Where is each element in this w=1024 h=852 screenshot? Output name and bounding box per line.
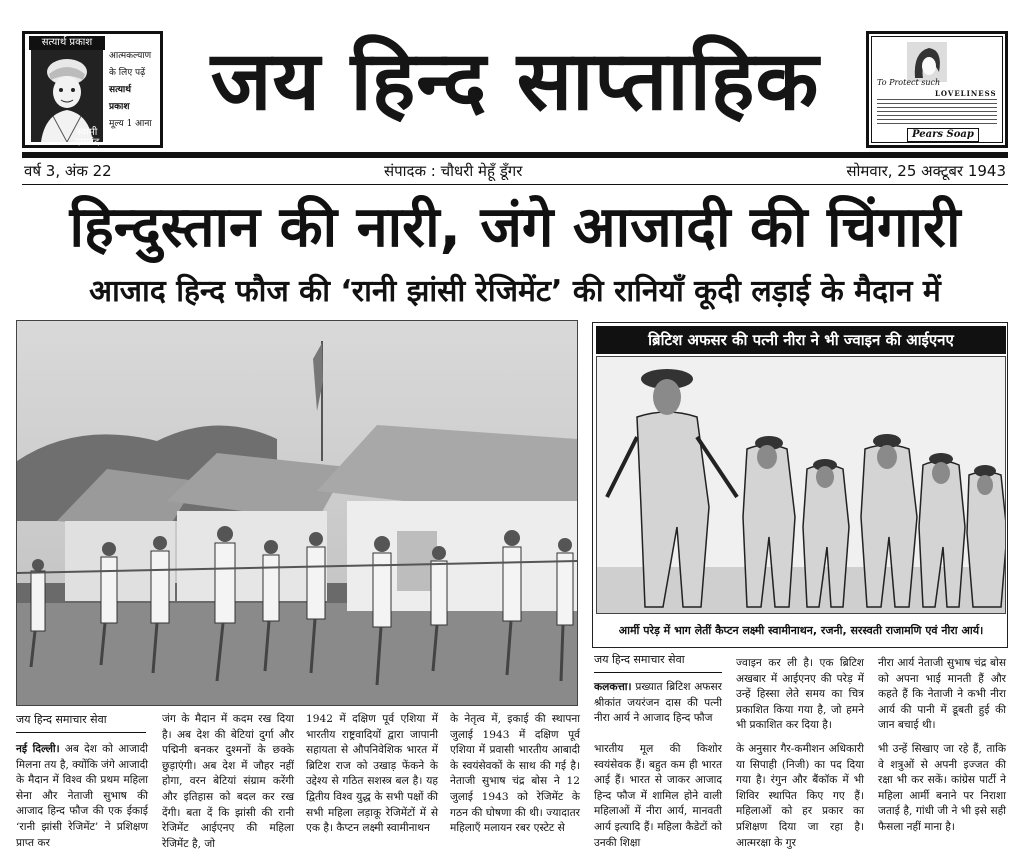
article-column-1 <box>16 742 148 851</box>
inset-headline: ब्रिटिश अफसर की पत्नी नीरा ने भी ज्वाइन की आईएनए <box>596 326 1006 354</box>
main-headline: हिन्दुस्तान की नारी, जंगे आजादी की चिंगारी <box>69 195 961 260</box>
inset-byline-rule <box>594 672 722 673</box>
ad-line: के लिए पढ़ें <box>109 68 146 78</box>
masthead-title: जय हिन्द साप्ताहिक <box>210 34 820 129</box>
article-byline-rule <box>16 732 146 733</box>
ad-word: LOVELINESS <box>935 89 997 98</box>
article-column-3: 1942 में दक्षिण पूर्व एशिया में भारतीय राष्ट्रवादियों द्वारा जापानी सहायता से औपनिवेशिक भारत में ब्रिटिश राज को उखाड़ फेंकने के उद्देश्य से गठित सशस्त्र बल है। यह द्वितीय विश्व युद्ध के सभी पक्षों की सभी महिला लड़ाकू रेजिमेंटों में से एक है। कैप्टन लक्ष्मी स्वामीनाथन <box>306 713 438 835</box>
column-text: प्रख्यात ब्रिटिश अफसर श्रीकांत जयरंजन दास की पत्नी नीरा आर्य ने आजाद हिन्द फौज <box>594 681 722 725</box>
ear-ad-pears-soap <box>866 31 1008 148</box>
dateline-rule <box>22 184 1008 185</box>
masthead-rule <box>22 152 1008 158</box>
dateline-place: नई दिल्ली। <box>16 743 60 755</box>
article-column-4: के नेतृत्व में, इकाई की स्थापना जुलाई 1943 में दक्षिण पूर्व एशिया में प्रवासी भारतीय आबादी के स्वयंसेवकों के साथ की गई है। नेताजी सुभाष चंद्र बोस ने 12 जुलाई 1943 को रेजिमेंट के गठन की घोषणा की थी। ज्यादातर महिलाएँ मलायन रबर एस्टेट से <box>450 713 580 835</box>
article-column-6: के अनुसार गैर-कमीशन अधिकारी या सिपाही (निजी) का पद दिया गया है। रंगुन और बैंकॉक में भी शिविर स्थापित किए गए हैं। महिलाओं को हर प्रकार का प्रशिक्षण दिया जा रहा है। आत्मरक्षा के गुर <box>736 743 864 849</box>
editor-line: संपादक : चौधरी मेहूँ डूँगर <box>384 162 523 180</box>
ad-fineprint <box>877 99 997 127</box>
drill-photo <box>16 320 578 706</box>
sub-headline: आजाद हिन्द फौज की ‘रानी झांसी रेजिमेंट’ की रानियाँ कूदी लड़ाई के मैदान में <box>89 274 941 309</box>
inset-column-1 <box>594 680 722 727</box>
issue-number: वर्ष 3, अंक 22 <box>24 162 112 180</box>
ear-ad-satyarth-prakash <box>22 31 163 148</box>
ad-line: सत्यार्थ <box>109 85 131 95</box>
drill-photo-image <box>17 321 578 706</box>
dateline-place: कलकत्ता। <box>594 681 632 693</box>
parade-photo-image <box>597 357 1006 614</box>
ad-author: स्वामी दयानंद <box>74 127 100 148</box>
ad-line: प्रकाश <box>109 102 130 112</box>
ad-brand: Pears Soap <box>907 128 979 142</box>
lady-portrait-icon <box>907 42 947 82</box>
article-column-5: भारतीय मूल की किशोर स्वयंसेवक हैं। बहुत कम ही भारत आई हैं। भारत से जाकर आजाद हिन्द फौज में शामिल होने वाली महिलाओं में नीरा आर्य, मानवती आर्य इत्यादि हैं। महिला कैडेटों को उनकी शिक्षा <box>594 743 722 849</box>
ad-line: मूल्य 1 आना <box>109 119 152 129</box>
issue-date: सोमवार, 25 अक्टूबर 1943 <box>846 162 1006 180</box>
inset-column-3: नीरा आर्य नेताजी सुभाष चंद्र बोस को अपना भाई मानती हैं और कहते हैं कि नेताजी ने कभी नीरा आर्य की पानी में डूबती हुई की जान बचाई थी। <box>878 657 1006 732</box>
inset-byline: जय हिन्द समाचार सेवा <box>594 653 685 666</box>
article-byline: जय हिन्द समाचार सेवा <box>16 713 107 726</box>
parade-caption: आर्मी परेड़ में भाग लेतीं कैप्टन लक्ष्मी स्वामीनाथन, रजनी, सरस्वती राजामणि एवं नीरा आर्य। <box>618 624 984 637</box>
ad-line: आत्मकल्याण <box>109 51 152 61</box>
column-text: अब देश को आजादी मिलना तय है, क्योंकि जंगे आजादी के मैदान में विश्व की प्रथम महिला सेना और नेताजी सुभाष की आजाद हिन्द फौज की एक ईकाई ‘रानी झांसी रेजिमेंट’ ने प्रशिक्षण प्राप्त कर <box>16 743 149 849</box>
article-column-2: जंग के मैदान में कदम रख दिया है। अब देश की बेटियां दुर्गा और पद्मिनी बनकर दुश्मनों के छक्के छुड़ाएंगी। अब देश में जौहर नहीं होगा, वरन बेटियां संग्राम करेंगी और इतिहास को बदल कर रख देंगी। बता दें कि झांसी की रानी रेजिमेंट आईएनए की महिला रेजिमेंट है, जो <box>162 713 294 850</box>
inset-column-2: ज्वाइन कर ली है। एक ब्रिटिश अखबार में आईएनए की परेड़ में उन्हें हिस्सा लेते समय का चित्र प्रकाशित किया गया है, जो हमने भी प्रकाशित कर दिया है। <box>736 657 864 732</box>
article-column-7: भी उन्हें सिखाए जा रहे हैं, ताकि वे शत्रुओं से अपनी इज्जत की रक्षा भी कर सकें। कांग्रेस पार्टी ने महिला आर्मी बनाने पर निराशा जताई है, गांधी जी ने भी इसे सही फैसला नहीं माना है। <box>878 743 1006 833</box>
ad-script: To Protect such <box>877 78 941 87</box>
parade-photo <box>596 356 1006 614</box>
ad-title: सत्यार्थ प्रकाश <box>29 36 105 50</box>
ad-text <box>109 48 161 133</box>
